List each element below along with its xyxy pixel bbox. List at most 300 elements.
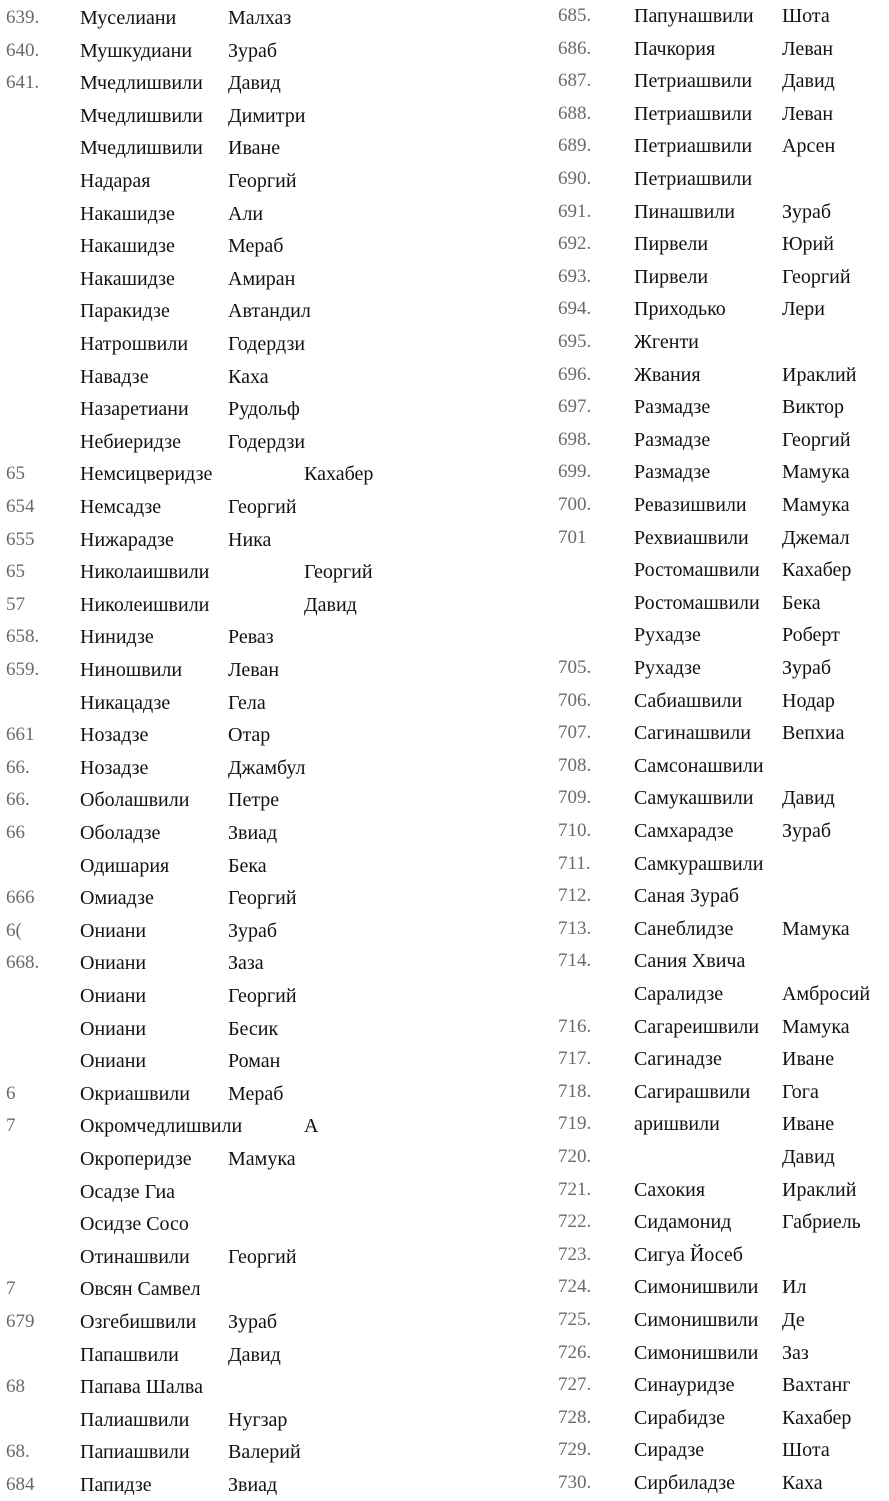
entry-number: 716. xyxy=(558,1015,592,1037)
given-name: Георгий xyxy=(228,887,297,910)
list-item xyxy=(0,1371,420,1403)
list-item xyxy=(540,98,889,130)
surname: аришвили xyxy=(634,1113,720,1136)
entry-number: 685. xyxy=(558,5,592,26)
given-name: Габриель xyxy=(782,1211,861,1234)
entry-number: 729. xyxy=(558,1439,592,1461)
list-item xyxy=(540,33,889,65)
surname: Папунашвили xyxy=(634,5,754,27)
list-item xyxy=(540,1369,889,1401)
surname: Пирвели xyxy=(634,265,709,288)
surname: Симонишвили xyxy=(634,1276,759,1299)
entry-number: 68. xyxy=(6,1441,30,1463)
given-name: Мамука xyxy=(782,917,850,940)
given-name: Давид xyxy=(782,1146,835,1168)
given-name: Звиад xyxy=(228,1474,278,1496)
surname: Саная Зураб xyxy=(634,885,740,908)
surname: Петриашвили xyxy=(634,168,753,190)
given-name: Вахтанг xyxy=(782,1374,851,1397)
list-item xyxy=(540,261,889,293)
list-item xyxy=(0,1078,420,1110)
list-item xyxy=(0,1013,420,1045)
surname: Николеишвили xyxy=(80,593,210,616)
list-item xyxy=(540,1402,889,1434)
given-name: Нодар xyxy=(782,689,835,712)
entry-number: 639. xyxy=(6,7,40,28)
list-item xyxy=(540,1271,889,1303)
given-name: Заза xyxy=(228,952,264,975)
list-item xyxy=(540,293,889,325)
list-item xyxy=(540,1011,889,1043)
list-item xyxy=(0,784,420,816)
entry-number: 717. xyxy=(558,1048,592,1070)
entry-number: 697. xyxy=(558,396,592,418)
surname: Мушкудиани xyxy=(80,39,193,62)
given-name: Нугзар xyxy=(228,1408,288,1431)
surname: Ниношвили xyxy=(80,659,183,681)
given-name: Юрий xyxy=(782,233,834,256)
surname: Нинидзе xyxy=(80,626,154,649)
list-item xyxy=(0,980,420,1012)
entry-number: 707. xyxy=(558,722,592,744)
surname: Ониани xyxy=(80,952,147,975)
given-name: Кахабер xyxy=(782,559,852,582)
surname: Сахокия xyxy=(634,1178,706,1201)
entry-number: 7 xyxy=(6,1278,16,1300)
given-name: Давид xyxy=(228,72,281,95)
entry-number: 690. xyxy=(558,168,592,189)
surname: Сабиашвили xyxy=(634,689,743,712)
surname: Осадзе Гиа xyxy=(80,1180,176,1203)
list-item xyxy=(0,1176,420,1208)
surname: Ониани xyxy=(80,1017,147,1040)
surname: Симонишвили xyxy=(634,1309,759,1331)
list-item xyxy=(540,815,889,847)
surname: Накашидзе xyxy=(80,235,175,258)
given-name: Мамука xyxy=(782,461,850,484)
list-item xyxy=(0,100,420,132)
entry-number: 700. xyxy=(558,494,592,515)
surname: Пирвели xyxy=(634,233,709,256)
entry-number: 718. xyxy=(558,1080,592,1102)
given-name: Зураб xyxy=(782,200,832,223)
given-name: Малхаз xyxy=(228,7,292,29)
surname: Овсян Самвел xyxy=(80,1278,201,1301)
list-item xyxy=(540,163,889,195)
entry-number: 698. xyxy=(558,428,592,450)
surname: Ониани xyxy=(80,985,147,1007)
surname: Сагинадзе xyxy=(634,1048,722,1071)
surname: Папашвили xyxy=(80,1343,179,1366)
list-item xyxy=(0,1273,420,1305)
given-name: Георгий xyxy=(782,265,851,288)
given-name: Иване xyxy=(782,1048,835,1071)
given-name: Гела xyxy=(228,691,266,714)
entry-number: 684 xyxy=(6,1474,35,1495)
list-item xyxy=(0,947,420,979)
given-name: Де xyxy=(782,1309,805,1331)
list-item xyxy=(540,880,889,912)
entry-number: 710. xyxy=(558,820,592,841)
given-name: Реваз xyxy=(228,626,274,649)
entry-number: 57 xyxy=(6,593,25,615)
given-name: Бесик xyxy=(228,1017,279,1040)
given-name: Мамука xyxy=(782,1015,850,1038)
list-item xyxy=(0,426,420,458)
entry-number: 65 xyxy=(6,463,25,485)
list-item xyxy=(540,913,889,945)
list-item xyxy=(540,1043,889,1075)
surname: Николаишвили xyxy=(80,561,210,584)
list-item xyxy=(540,1174,889,1206)
entry-number: 68 xyxy=(6,1376,25,1398)
list-item xyxy=(0,1306,420,1338)
given-name: Бека xyxy=(782,591,821,614)
given-name: Петре xyxy=(228,789,280,812)
surname: Жгенти xyxy=(634,331,699,353)
list-item xyxy=(540,782,889,814)
surname: Мчедлишвили xyxy=(80,137,203,160)
surname: Папава Шалва xyxy=(80,1376,203,1399)
given-name: Амиран xyxy=(228,267,296,290)
entry-number: 719. xyxy=(558,1113,592,1135)
given-name: Джемал xyxy=(782,526,850,549)
list-item xyxy=(540,685,889,717)
surname: Никацадзе xyxy=(80,691,171,714)
entry-number: 725. xyxy=(558,1309,592,1330)
entry-number: 687. xyxy=(558,70,592,92)
list-item xyxy=(0,35,420,67)
surname: Рехвиашвили xyxy=(634,526,749,549)
left-column xyxy=(0,0,420,1497)
surname: Рухадзе xyxy=(634,624,701,647)
surname: Надарая xyxy=(80,170,151,192)
list-item xyxy=(540,228,889,260)
list-item xyxy=(540,1239,889,1271)
entry-number: 724. xyxy=(558,1276,592,1298)
list-item xyxy=(540,1076,889,1108)
given-name: Зураб xyxy=(782,820,832,842)
surname: Палиашвили xyxy=(80,1408,190,1431)
surname: Папиашвили xyxy=(80,1441,190,1464)
given-name: Мераб xyxy=(228,235,284,258)
list-item xyxy=(540,359,889,391)
given-name: Звиад xyxy=(228,822,278,844)
surname: Сигуа Йосеб xyxy=(634,1243,743,1266)
list-item xyxy=(0,491,420,523)
given-name: Георгий xyxy=(782,428,851,451)
list-item xyxy=(0,230,420,262)
list-item xyxy=(0,915,420,947)
given-name: Ника xyxy=(228,528,272,551)
list-item xyxy=(0,687,420,719)
surname: Сания Хвича xyxy=(634,950,746,973)
surname: Пачкория xyxy=(634,37,716,60)
list-item xyxy=(0,295,420,327)
entry-number: 658. xyxy=(6,626,40,648)
given-name: Гога xyxy=(782,1080,819,1103)
list-item xyxy=(540,619,889,651)
list-item xyxy=(540,554,889,586)
list-item xyxy=(540,326,889,358)
surname: Пинашвили xyxy=(634,200,735,223)
surname: Окриашвили xyxy=(80,1082,190,1105)
entry-number: 7 xyxy=(6,1115,16,1137)
surname: Ониани xyxy=(80,919,147,942)
given-name: Заз xyxy=(782,1341,809,1364)
given-name: Зураб xyxy=(228,1311,278,1333)
list-item xyxy=(0,1143,420,1175)
given-name: Георгий xyxy=(228,170,297,192)
surname: Оболадзе xyxy=(80,822,161,844)
entry-number: 688. xyxy=(558,102,592,124)
list-item xyxy=(540,391,889,423)
given-name: Давид xyxy=(782,70,835,93)
surname: Сагареишвили xyxy=(634,1015,760,1038)
given-name: Валерий xyxy=(228,1441,301,1464)
given-name: Леван xyxy=(782,102,834,125)
surname: Сидамонид xyxy=(634,1211,732,1234)
list-item xyxy=(540,456,889,488)
entry-number: 701 xyxy=(558,526,587,548)
given-name: Бека xyxy=(228,854,267,877)
entry-number: 722. xyxy=(558,1211,592,1233)
entry-number: 712. xyxy=(558,885,592,907)
given-name: Рудольф xyxy=(228,398,300,421)
surname: Назаретиани xyxy=(80,398,189,421)
given-name: Лери xyxy=(782,298,826,321)
surname: Небиеридзе xyxy=(80,430,181,453)
given-name: Ираклий xyxy=(782,1178,857,1201)
entry-number: 721. xyxy=(558,1178,592,1200)
given-name: Виктор xyxy=(782,396,844,419)
surname: Ростомашвили xyxy=(634,559,760,582)
list-item xyxy=(540,130,889,162)
surname: Нозадзе xyxy=(80,756,149,779)
entry-number: 693. xyxy=(558,265,592,287)
surname: Нижарадзе xyxy=(80,528,174,551)
entry-number: 726. xyxy=(558,1341,592,1363)
list-item xyxy=(540,0,889,32)
surname: Оболашвили xyxy=(80,789,190,812)
list-item xyxy=(540,522,889,554)
surname: Петриашвили xyxy=(634,135,753,158)
given-name: Леван xyxy=(228,659,280,681)
given-name: Годердзи xyxy=(228,430,306,453)
list-item xyxy=(0,556,420,588)
given-name: Мераб xyxy=(228,1082,284,1105)
list-item xyxy=(0,621,420,653)
list-item xyxy=(540,1304,889,1336)
given-name: Кахабер xyxy=(304,463,374,486)
surname: Мчедлишвили xyxy=(80,72,203,95)
given-name: Отар xyxy=(228,724,271,747)
surname: Жвания xyxy=(634,363,701,386)
given-name: Георгий xyxy=(228,496,297,518)
entry-number: 65 xyxy=(6,561,25,583)
surname: Симонишвили xyxy=(634,1341,759,1364)
entry-number: 679 xyxy=(6,1311,35,1332)
surname: Санеблидзе xyxy=(634,917,734,940)
entry-number: 711. xyxy=(558,852,591,874)
entry-number: 728. xyxy=(558,1406,592,1428)
entry-number: 730. xyxy=(558,1472,592,1493)
surname: Муселиани xyxy=(80,7,177,29)
surname: Саралидзе xyxy=(634,983,724,1005)
surname: Рухадзе xyxy=(634,657,701,679)
entry-number: 640. xyxy=(6,39,40,61)
entry-number: 699. xyxy=(558,461,592,483)
list-item xyxy=(540,652,889,684)
given-name: Каха xyxy=(782,1472,823,1494)
list-item xyxy=(0,752,420,784)
list-item xyxy=(540,196,889,228)
given-name: Давид xyxy=(228,1343,281,1366)
list-item xyxy=(540,750,889,782)
list-item xyxy=(540,717,889,749)
given-name: Роман xyxy=(228,1050,281,1073)
given-name: Каха xyxy=(228,365,269,388)
entry-number: 723. xyxy=(558,1243,592,1265)
list-item xyxy=(0,1045,420,1077)
list-item xyxy=(540,1434,889,1466)
given-name: Джамбул xyxy=(228,756,306,779)
list-item xyxy=(0,263,420,295)
given-name: Автандил xyxy=(228,300,311,323)
entry-number: 66. xyxy=(6,756,30,778)
list-item xyxy=(540,1467,889,1499)
list-item xyxy=(0,361,420,393)
list-item xyxy=(540,587,889,619)
surname: Омиадзе xyxy=(80,887,154,910)
given-name: Али xyxy=(228,202,264,225)
entry-number: 655 xyxy=(6,528,35,550)
list-item xyxy=(0,132,420,164)
entry-number: 686. xyxy=(558,37,592,59)
surname: Ростомашвили xyxy=(634,591,760,614)
surname: Самсонашвили xyxy=(634,754,764,777)
entry-number: 668. xyxy=(6,952,40,974)
surname: Сирабидзе xyxy=(634,1406,725,1429)
list-item xyxy=(540,945,889,977)
entry-number: 709. xyxy=(558,787,592,809)
given-name: Мамука xyxy=(782,494,850,516)
list-item xyxy=(540,424,889,456)
surname: Размадзе xyxy=(634,396,711,419)
list-item xyxy=(0,393,420,425)
entry-number: 705. xyxy=(558,657,592,678)
surname: Нозадзе xyxy=(80,724,149,747)
surname: Размадзе xyxy=(634,428,711,451)
surname: Одишария xyxy=(80,854,170,877)
entry-number: 66. xyxy=(6,789,30,811)
surname: Размадзе xyxy=(634,461,711,484)
surname: Синауридзе xyxy=(634,1374,735,1397)
entry-number: 661 xyxy=(6,724,35,746)
surname: Ониани xyxy=(80,1050,147,1073)
surname: Навадзе xyxy=(80,365,149,388)
surname: Озгебишвили xyxy=(80,1311,197,1333)
given-name: Зураб xyxy=(228,919,278,942)
given-name: Давид xyxy=(304,593,357,616)
entry-number: 714. xyxy=(558,950,592,972)
entry-number: 641. xyxy=(6,72,40,94)
entry-number: 666 xyxy=(6,887,35,909)
list-item xyxy=(0,654,420,686)
list-item xyxy=(540,848,889,880)
given-name: Роберт xyxy=(782,624,840,647)
given-name: А xyxy=(304,1115,319,1138)
list-item xyxy=(0,328,420,360)
given-name: Зураб xyxy=(782,657,832,679)
surname: Папидзе xyxy=(80,1474,152,1496)
list-item xyxy=(0,524,420,556)
given-name: Кахабер xyxy=(782,1406,852,1429)
list-item xyxy=(0,1436,420,1468)
surname: Приходько xyxy=(634,298,726,321)
given-name: Шота xyxy=(782,1439,830,1462)
entry-number: 696. xyxy=(558,363,592,385)
list-item xyxy=(540,489,889,521)
list-item xyxy=(0,589,420,621)
list-item xyxy=(540,1108,889,1140)
list-item xyxy=(0,198,420,230)
given-name: Георгий xyxy=(304,561,373,584)
right-column xyxy=(540,0,889,1497)
list-item xyxy=(0,1241,420,1273)
list-item xyxy=(0,458,420,490)
entry-number: 694. xyxy=(558,298,592,320)
entry-number: 713. xyxy=(558,917,592,939)
given-name: Арсен xyxy=(782,135,836,158)
entry-number: 720. xyxy=(558,1146,592,1167)
given-name: Годердзи xyxy=(228,333,306,355)
surname: Сагинашвили xyxy=(634,722,751,745)
list-item xyxy=(540,1141,889,1173)
entry-number: 659. xyxy=(6,659,40,680)
list-item xyxy=(540,978,889,1010)
list-item xyxy=(540,1337,889,1369)
surname: Самкурашвили xyxy=(634,852,764,875)
surname: Паракидзе xyxy=(80,300,170,323)
surname: Петриашвили xyxy=(634,102,753,125)
surname: Сагирашвили xyxy=(634,1080,751,1103)
surname: Сирадзе xyxy=(634,1439,705,1462)
surname: Накашидзе xyxy=(80,202,175,225)
list-item xyxy=(0,67,420,99)
surname: Ревазишвили xyxy=(634,494,747,516)
list-item xyxy=(0,1208,420,1240)
given-name: Леван xyxy=(782,37,834,60)
list-item xyxy=(0,719,420,751)
surname: Петриашвили xyxy=(634,70,753,93)
surname: Окромчедлишвили xyxy=(80,1115,243,1138)
surname: Самхарадзе xyxy=(634,820,734,842)
list-item xyxy=(0,882,420,914)
list-item xyxy=(0,2,420,34)
given-name: Зураб xyxy=(228,39,278,62)
given-name: Иване xyxy=(782,1113,835,1136)
list-item xyxy=(0,1339,420,1371)
list-item xyxy=(0,817,420,849)
given-name: Мамука xyxy=(228,1148,296,1170)
list-item xyxy=(0,1469,420,1501)
list-item xyxy=(0,1404,420,1436)
given-name: Ил xyxy=(782,1276,807,1299)
surname: Немсицверидзе xyxy=(80,463,213,486)
entry-number: 66 xyxy=(6,822,25,843)
given-name: Давид xyxy=(782,787,835,810)
